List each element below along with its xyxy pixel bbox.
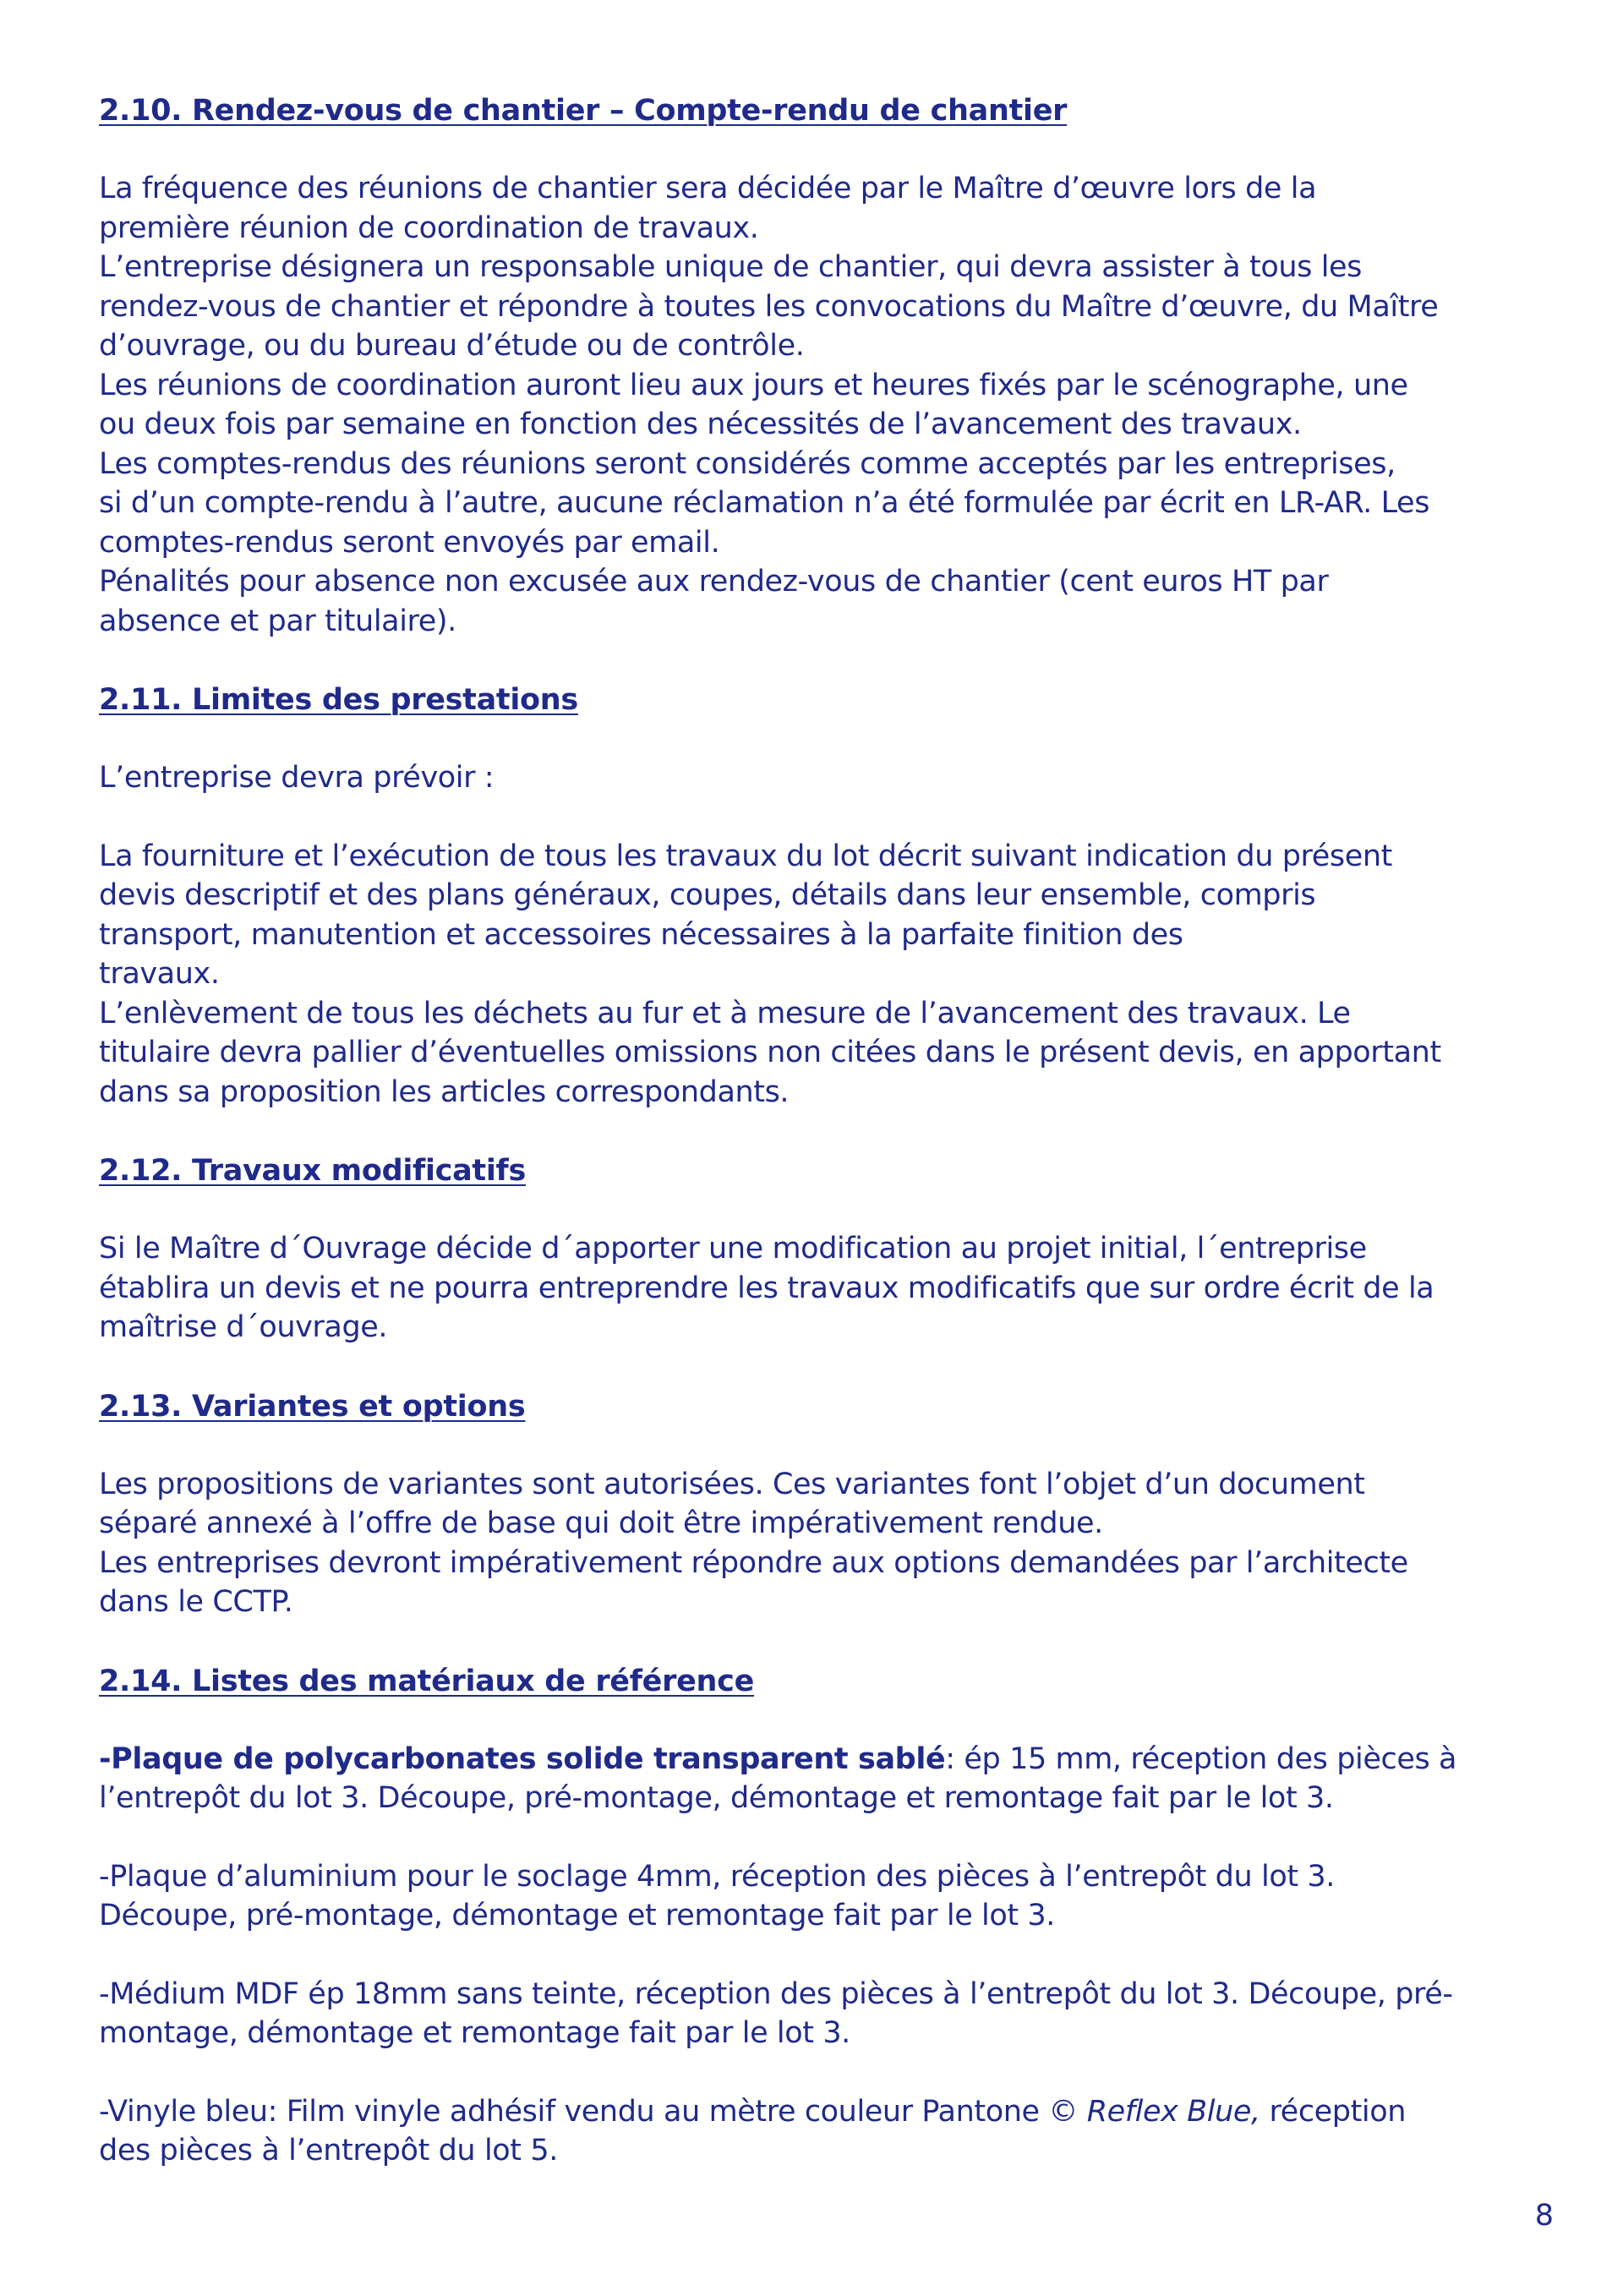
page-number: 8	[1534, 2199, 1554, 2233]
material-item-line: des pièces à l’entrepôt du lot 5.	[99, 2134, 558, 2168]
paragraph-line: L’enlèvement de tous les déchets au fur et à mesure de l’avancement des travaux. Le	[99, 996, 1351, 1030]
paragraph-line: Les entreprises devront impérativement répondre aux options demandées par l’architecte	[99, 1545, 1408, 1580]
section-title: 2.10. Rendez-vous de chantier – Compte-rendu de chantier	[99, 94, 1068, 128]
material-item: -Médium MDF ép 18mm sans teinte, réception des pièces à l’entrepôt du lot 3. Découpe, pré-	[99, 1976, 1453, 2011]
section-title: 2.12. Travaux modificatifs	[99, 1154, 526, 1188]
pantone-name: Reflex Blue,	[1086, 2094, 1260, 2129]
paragraph-line: dans sa proposition les articles correspondants.	[99, 1074, 790, 1109]
material-item	[99, 2092, 1553, 2132]
section-title: 2.13. Variantes et options	[99, 1389, 526, 1424]
section-title: 2.11. Limites des prestations	[99, 683, 578, 717]
paragraph-line: Si le Maître d´Ouvrage décide d´apporter une modification au projet initial, l´entreprise	[99, 1232, 1367, 1266]
paragraph-line: Les comptes-rendus des réunions seront considérés comme acceptés par les entreprises,	[99, 446, 1396, 481]
paragraph-line: Les réunions de coordination auront lieu aux jours et heures fixés par le scénographe, une	[99, 368, 1408, 402]
paragraph-line: La fourniture et l’exécution de tous les travaux du lot décrit suivant indication du présent	[99, 839, 1392, 873]
section-2-13	[99, 1387, 1553, 1622]
material-item	[99, 1740, 1553, 1779]
paragraph-line: séparé annexé à l’offre de base qui doit être impérativement rendue.	[99, 1506, 1103, 1540]
material-item-line: l’entrepôt du lot 3. Découpe, pré-montage, démontage et remontage fait par le lot 3.	[99, 1781, 1334, 1815]
paragraph-line: travaux.	[99, 957, 220, 991]
material-name: -Plaque de polycarbonates solide transparent sablé	[99, 1741, 946, 1776]
paragraph-line: transport, manutention et accessoires nécessaires à la parfaite finition des	[99, 917, 1183, 952]
paragraph-line: titulaire devra pallier d’éventuelles omissions non citées dans le présent devis, en apportant	[99, 1036, 1441, 1069]
section-title: 2.14. Listes des matériaux de référence	[99, 1664, 755, 1698]
paragraph-line: absence et par titulaire).	[99, 604, 456, 638]
section-2-11	[99, 681, 1553, 1112]
paragraph-gap	[99, 1936, 1553, 1975]
section-2-10	[99, 91, 1553, 641]
material-detail: -Vinyle bleu: Film vinyle adhésif vendu au mètre couleur Pantone ©	[99, 2094, 1087, 2129]
paragraph-line: si d’un compte-rendu à l’autre, aucune réclamation n’a été formulée par écrit en LR-AR. Les	[99, 486, 1430, 520]
paragraph-gap	[99, 1818, 1553, 1857]
section-2-12	[99, 1151, 1553, 1348]
material-item-line: montage, démontage et remontage fait par le lot 3.	[99, 2016, 850, 2050]
paragraph-line: La fréquence des réunions de chantier sera décidée par le Maître d’œuvre lors de la	[99, 172, 1317, 205]
paragraph-line: maîtrise d´ouvrage.	[99, 1310, 388, 1344]
section-2-14	[99, 1662, 1553, 2171]
paragraph-line: devis descriptif et des plans généraux, coupes, détails dans leur ensemble, compris	[99, 878, 1316, 912]
paragraph-line: première réunion de coordination de travaux.	[99, 210, 759, 245]
paragraph-line: établira un devis et ne pourra entreprendre les travaux modificatifs que sur ordre écrit de la	[99, 1271, 1434, 1305]
material-item: -Plaque d’aluminium pour le soclage 4mm, réception des pièces à l’entrepôt du lot 3.	[99, 1859, 1335, 1894]
material-item-line: Découpe, pré-montage, démontage et remontage fait par le lot 3.	[99, 1899, 1056, 1932]
paragraph-line: L’entreprise désignera un responsable unique de chantier, qui devra assister à tous les	[99, 250, 1362, 284]
paragraph-gap	[99, 2053, 1553, 2092]
paragraph-line: ou deux fois par semaine en fonction des nécessités de l’avancement des travaux.	[99, 407, 1302, 441]
paragraph-line: comptes-rendus seront envoyés par email.	[99, 525, 720, 560]
paragraph-line: d’ouvrage, ou du bureau d’étude ou de contrôle.	[99, 329, 805, 363]
paragraph-line: dans le CCTP.	[99, 1585, 293, 1619]
paragraph-line: Les propositions de variantes sont autorisées. Ces variantes font l’objet d’un document	[99, 1467, 1365, 1501]
document-page	[99, 91, 1553, 2211]
paragraph-line: rendez-vous de chantier et répondre à toutes les convocations du Maître d’œuvre, du Maître	[99, 289, 1439, 324]
material-detail: réception	[1260, 2094, 1407, 2129]
paragraph-gap	[99, 798, 1553, 837]
paragraph-line: L’entreprise devra prévoir :	[99, 761, 495, 795]
material-detail: : ép 15 mm, réception des pièces à	[945, 1741, 1457, 1776]
paragraph-line: Pénalités pour absence non excusée aux rendez-vous de chantier (cent euros HT par	[99, 565, 1329, 599]
